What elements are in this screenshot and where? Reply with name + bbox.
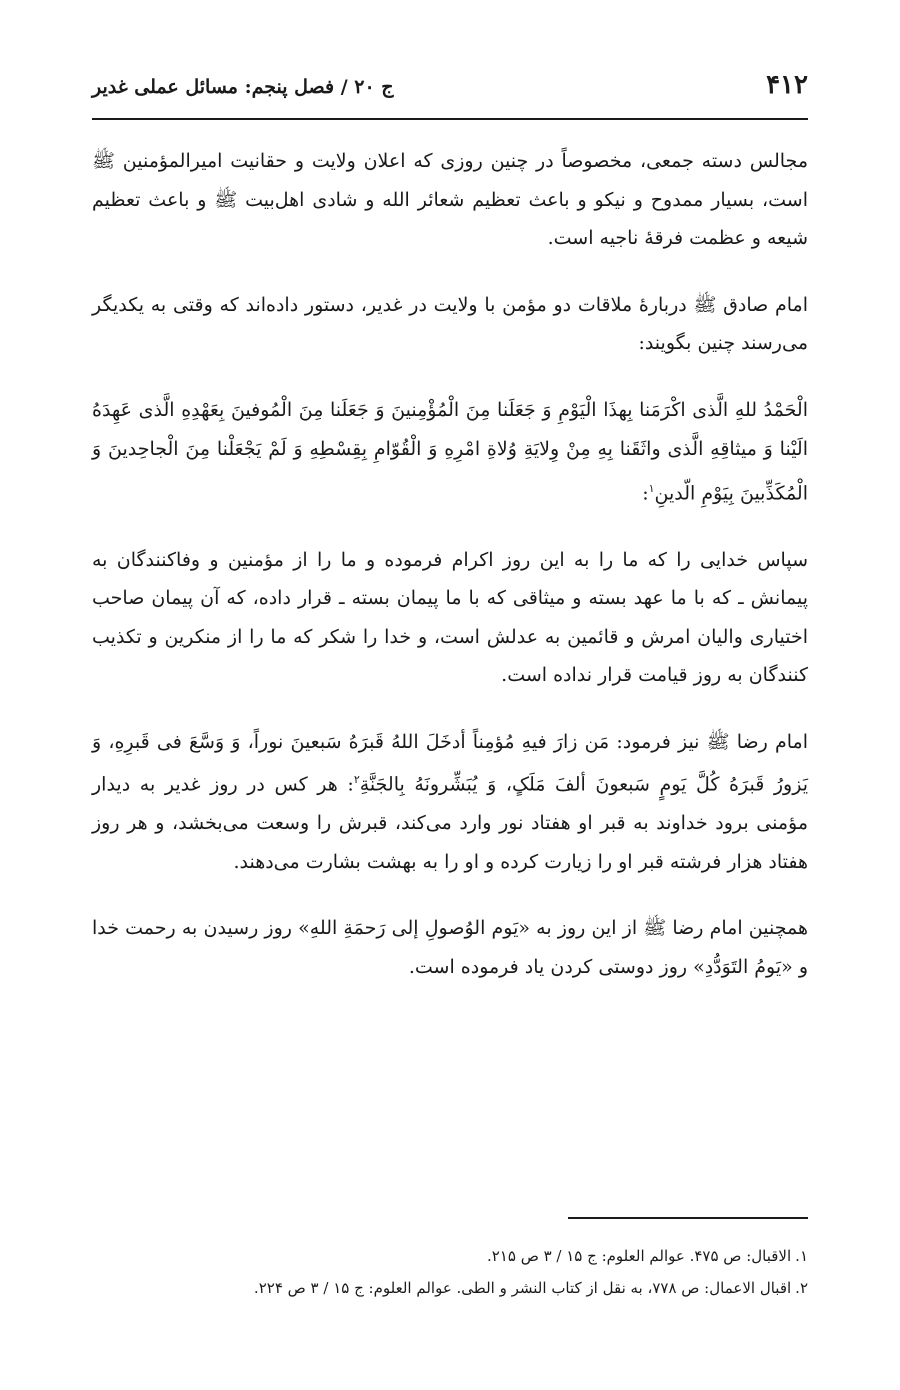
footnote-ref[interactable]: ۲ (353, 773, 360, 787)
running-title: ج ۲۰ / فصل پنجم: مسائل عملی غدیر (92, 76, 394, 98)
body-text (92, 142, 808, 1014)
paragraph: همچنین امام رضا ﷺ از این روز به «یَوم الوُصولِ إلی رَحمَةِ اللهِ» روز رسیدن به رحمت خدا و «یَومُ التَوَدُّدِ» روز دوستی کردن یاد فرموده است. (92, 917, 808, 978)
arabic-quote-paragraph: الْحَمْدُ للهِ الَّذی اکْرَمَنا بِهذَا الْیَوْمِ وَ جَعَلَنا مِنَ الْمُؤْمِنینَ وَ جَعَلَنا مِنَ الْمُوفینَ بِعَهْدِهِ الَّذی عَهِدَهُ الَیْنا وَ میثاقِهِ الَّذی واثَقَنا بِهِ مِنْ وِلایَةِ وُلاةِ امْرِهِ وَ الْقُوّامِ بِقِسْطِهِ وَ لَمْ یَجْعَلْنا مِنَ الْجاحِدینَ وَ الْمُکَذِّبینَ بِیَوْمِ الّدینِ$^۱$: (92, 398, 808, 504)
footnote-ref[interactable]: ۱ (648, 481, 655, 495)
page-header (92, 60, 808, 120)
footnote: ۲.اقبال الاعمال: ص ۷۷۸، به نقل از کتاب النشر و الطی. عوالم العلوم: ج ۱۵ / ۳ ص ۲۲۴. (253, 1279, 808, 1297)
footnotes (92, 1240, 808, 1304)
paragraph: امام رضا ﷺ نیز فرمود: مَن زارَ فیهِ مُؤمِناً أدخَلَ اللهُ قَبرَهُ سَبعینَ نوراً، وَ وَسَّعَ فی قَبرِهِ، وَ یَزورُ قَبرَهُ کُلَّ یَومٍ سَبعونَ ألفَ مَلَکٍ، وَ یُبَشِّرونَهُ بِالجَنَّةِ$^۲$: هر کس در روز غدیر به دیدار مؤمنی برود خداوند به قبر او هفتاد نور وارد می‌کند، قبرش را وسعت می‌بخشد، و هر روز هفتاد هزار فرشته قبر او را زیارت کرده و او را به بهشت بشارت می‌دهند. (92, 730, 808, 873)
paragraph: سپاس خدایی را که ما را به این روز اکرام فرموده و ما را از مؤمنین و وفاکنندگان به پیمانش ـ که با ما عهد بسته و میثاقی که با ما پیمان بسته ـ قرار داده، که آن پیمان صاحب اختیاری والیان امرش و قائمین به عدلش است، و خدا را شکر که ما را از منکرین و تکذیب کنندگان به روز قیامت قرار نداده است. (92, 548, 808, 687)
page-number: ۴۱۲ (766, 70, 808, 100)
paragraph: امام صادق ﷺ دربارهٔ ملاقات دو مؤمن با ولایت در غدیر، دستور داده‌اند که وقتی به یکدیگر می‌رسند چنین بگویند: (92, 293, 808, 354)
paragraph: مجالس دسته جمعی، مخصوصاً در چنین روزی که اعلان ولایت و حقانیت امیرالمؤمنین ﷺ است، بسیار ممدوح و نیکو و باعث تعظیم شعائر الله و شادی اهل‌بیت ﷺ و باعث تعظیم شیعه و عظمت فرقهٔ ناجیه است. (92, 150, 808, 249)
footnote: ۱.الاقبال: ص ۴۷۵. عوالم العلوم: ج ۱۵ / ۳ ص ۲۱۵. (486, 1247, 808, 1265)
footnote-divider (568, 1217, 808, 1219)
